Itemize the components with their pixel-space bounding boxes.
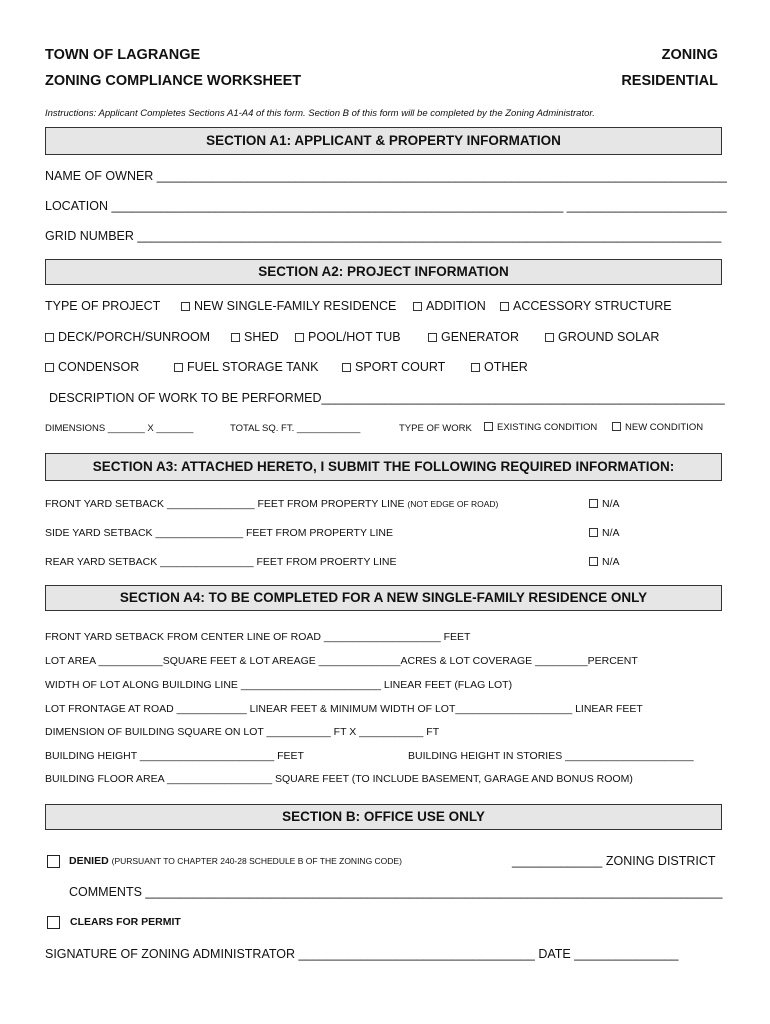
section-a1-header: SECTION A1: APPLICANT & PROPERTY INFORMATION (45, 127, 722, 155)
checkbox-icon[interactable] (47, 916, 60, 929)
checkbox-fuel-tank[interactable]: FUEL STORAGE TANK (174, 360, 319, 374)
side-setback-field[interactable]: SIDE YARD SETBACK _______________ FEET FROM PROPERTY LINE (45, 527, 394, 539)
residential-label: RESIDENTIAL (621, 73, 718, 89)
checkbox-icon[interactable] (428, 333, 437, 342)
checkbox-icon[interactable] (413, 302, 422, 311)
owner-name-field[interactable]: NAME OF OWNER __________________________________________________________________________________ (45, 169, 727, 183)
dimensions-field[interactable]: DIMENSIONS _______ X _______ (45, 423, 194, 434)
zoning-district-field[interactable]: _____________ ZONING DISTRICT (512, 854, 716, 868)
front-setback-centerline-field[interactable]: FRONT YARD SETBACK FROM CENTER LINE OF ROAD ____________________ FEET (45, 631, 471, 643)
checkbox-pool[interactable]: POOL/HOT TUB (295, 330, 401, 344)
checkbox-icon[interactable] (181, 302, 190, 311)
instructions: Instructions: Applicant Completes Sections A1-A4 of this form. Section B of this form will be completed by the Zoning Administrator. (45, 108, 595, 119)
checkbox-existing-condition[interactable]: EXISTING CONDITION (484, 422, 597, 433)
section-a4-header: SECTION A4: TO BE COMPLETED FOR A NEW SINGLE-FAMILY RESIDENCE ONLY (45, 585, 722, 611)
clears-checkbox[interactable] (47, 914, 60, 932)
checkbox-icon[interactable] (612, 422, 621, 431)
checkbox-icon[interactable] (589, 557, 598, 566)
location-field[interactable]: LOCATION _________________________________________________________________ _______________________ (45, 199, 727, 213)
building-dimension-field[interactable]: DIMENSION OF BUILDING SQUARE ON LOT ___________ FT X ___________ FT (45, 726, 440, 738)
type-of-work-label: TYPE OF WORK (399, 423, 472, 434)
section-b-header: SECTION B: OFFICE USE ONLY (45, 804, 722, 830)
checkbox-shed[interactable]: SHED (231, 330, 279, 344)
checkbox-icon[interactable] (295, 333, 304, 342)
side-setback-na[interactable]: N/A (589, 527, 620, 539)
checkbox-icon[interactable] (231, 333, 240, 342)
clears-for-permit-label: CLEARS FOR PERMIT (70, 916, 181, 928)
checkbox-icon[interactable] (545, 333, 554, 342)
zoning-label: ZONING (661, 47, 718, 63)
checkbox-icon[interactable] (500, 302, 509, 311)
type-of-project-label: TYPE OF PROJECT (45, 299, 161, 313)
section-a2-header: SECTION A2: PROJECT INFORMATION (45, 259, 722, 285)
checkbox-icon[interactable] (589, 528, 598, 537)
denied-checkbox[interactable] (47, 853, 60, 871)
lot-width-field[interactable]: WIDTH OF LOT ALONG BUILDING LINE ________________________ LINEAR FEET (FLAG LOT) (45, 679, 513, 691)
checkbox-icon[interactable] (484, 422, 493, 431)
lot-area-field[interactable]: LOT AREA ___________SQUARE FEET & LOT AREAGE ______________ACRES & LOT COVERAGE _________PERCENT (45, 655, 638, 667)
building-height-field[interactable]: BUILDING HEIGHT _______________________ FEET (45, 750, 304, 762)
checkbox-icon[interactable] (589, 499, 598, 508)
front-setback-field[interactable]: FRONT YARD SETBACK _______________ FEET FROM PROPERTY LINE (NOT EDGE OF ROAD) (45, 498, 499, 510)
comments-field[interactable]: COMMENTS ___________________________________________________________________________________ (69, 885, 723, 899)
checkbox-condensor[interactable]: CONDENSOR (45, 360, 139, 374)
checkbox-addition[interactable]: ADDITION (413, 299, 486, 313)
checkbox-icon[interactable] (342, 363, 351, 372)
description-field[interactable]: DESCRIPTION OF WORK TO BE PERFORMED__________________________________________________________ (49, 391, 725, 405)
grid-number-field[interactable]: GRID NUMBER ____________________________________________________________________________________ (45, 229, 722, 243)
checkbox-other[interactable]: OTHER (471, 360, 528, 374)
rear-setback-field[interactable]: REAR YARD SETBACK ________________ FEET FROM PROERTY LINE (45, 556, 397, 568)
checkbox-new-sfr[interactable]: NEW SINGLE-FAMILY RESIDENCE (181, 299, 396, 313)
checkbox-icon[interactable] (471, 363, 480, 372)
checkbox-deck[interactable]: DECK/PORCH/SUNROOM (45, 330, 210, 344)
rear-setback-na[interactable]: N/A (589, 556, 620, 568)
checkbox-ground-solar[interactable]: GROUND SOLAR (545, 330, 659, 344)
floor-area-field[interactable]: BUILDING FLOOR AREA __________________ SQUARE FEET (TO INCLUDE BASEMENT, GARAGE AND BONUS ROOM) (45, 773, 633, 785)
checkbox-icon[interactable] (174, 363, 183, 372)
front-setback-note: (NOT EDGE OF ROAD) (407, 499, 499, 509)
building-stories-field[interactable]: BUILDING HEIGHT IN STORIES ______________________ (408, 750, 694, 762)
section-a3-header: SECTION A3: ATTACHED HERETO, I SUBMIT THE FOLLOWING REQUIRED INFORMATION: (45, 453, 722, 481)
front-setback-na[interactable]: N/A (589, 498, 620, 510)
denied-label: DENIED (PURSUANT TO CHAPTER 240-28 SCHEDULE B OF THE ZONING CODE) (69, 855, 402, 867)
denied-note: (PURSUANT TO CHAPTER 240-28 SCHEDULE B OF THE ZONING CODE) (111, 856, 402, 866)
worksheet-title: ZONING COMPLIANCE WORKSHEET (45, 73, 302, 89)
checkbox-new-condition[interactable]: NEW CONDITION (612, 422, 703, 433)
lot-frontage-field[interactable]: LOT FRONTAGE AT ROAD ____________ LINEAR FEET & MINIMUM WIDTH OF LOT____________________ LINEAR FEET (45, 703, 643, 715)
signature-date-field[interactable]: SIGNATURE OF ZONING ADMINISTRATOR __________________________________ DATE _______________ (45, 947, 679, 961)
checkbox-icon[interactable] (45, 363, 54, 372)
total-sqft-field[interactable]: TOTAL SQ. FT. ____________ (230, 423, 361, 434)
checkbox-icon[interactable] (47, 855, 60, 868)
checkbox-generator[interactable]: GENERATOR (428, 330, 519, 344)
town-name: TOWN OF LAGRANGE (45, 47, 201, 63)
checkbox-sport-court[interactable]: SPORT COURT (342, 360, 445, 374)
checkbox-accessory[interactable]: ACCESSORY STRUCTURE (500, 299, 672, 313)
checkbox-icon[interactable] (45, 333, 54, 342)
